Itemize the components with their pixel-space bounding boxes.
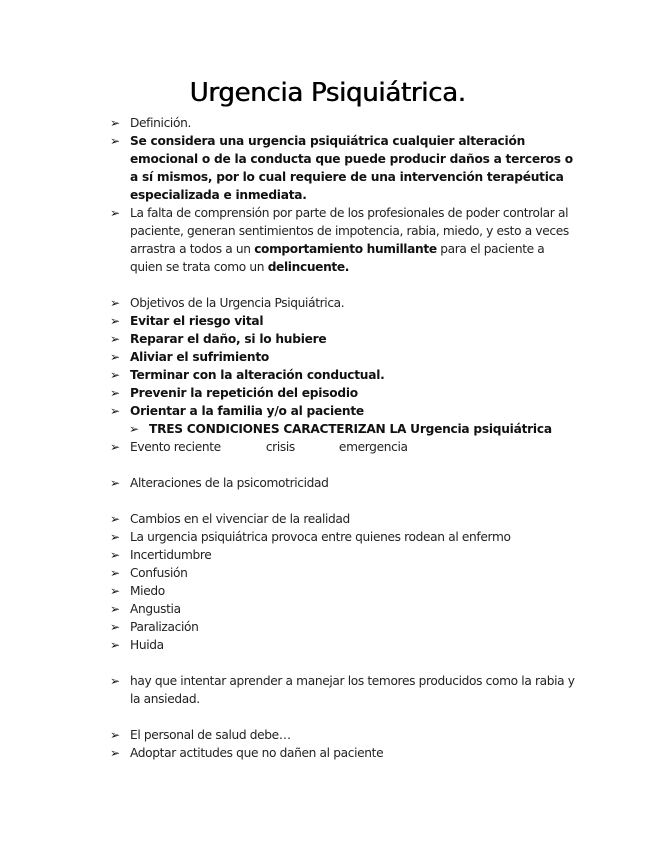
- list-item-reaccion: ➢ Angustia: [110, 602, 181, 616]
- list-item-falta: ➢ La falta de comprensión por parte de los profesionales de poder controlar al paciente, generan sentimientos de impotencia, rabia, miedo, y esto a veces arrastra a todos a un comportamiento humillante para el paciente a quien se trata como un delincuente.: [110, 206, 569, 274]
- arrowhead-bullet-icon: ➢: [110, 584, 120, 598]
- arrowhead-bullet-icon: ➢: [110, 332, 120, 346]
- arrowhead-bullet-icon: ➢: [110, 476, 120, 490]
- list-item-alteraciones: ➢ Alteraciones de la psicomotricidad: [110, 476, 329, 490]
- list-item-manejar: ➢ hay que intentar aprender a manejar los temores producidos como la rabia y la ansiedad.: [110, 674, 575, 706]
- list-item-tres-condiciones: ➢ TRES CONDICIONES CARACTERIZAN LA Urgencia psiquiátrica: [129, 422, 552, 436]
- list-item-objetivo: ➢ Terminar con la alteración conductual.: [110, 368, 385, 382]
- spacer: [110, 708, 575, 726]
- list-item-reaccion: ➢ Miedo: [110, 584, 165, 598]
- list-item-reaccion: ➢ Confusión: [110, 566, 188, 580]
- list-item-provoca: ➢ La urgencia psiquiátrica provoca entre quienes rodean al enfermo: [110, 530, 511, 544]
- list-item-actitudes: ➢ Adoptar actitudes que no dañen al paciente: [110, 746, 384, 760]
- arrowhead-bullet-icon: ➢: [110, 620, 120, 634]
- spacer: [110, 276, 575, 294]
- list-item-objetivo: ➢ Evitar el riesgo vital: [110, 314, 264, 328]
- bullet-list: [110, 114, 575, 762]
- list-item-objetivo: ➢ Reparar el daño, si lo hubiere: [110, 332, 327, 346]
- arrowhead-bullet-icon: ➢: [110, 566, 120, 580]
- list-item-definicion: ➢ Definición.: [110, 116, 191, 130]
- arrowhead-bullet-icon: ➢: [110, 638, 120, 652]
- list-item-cambios: ➢ Cambios en el vivenciar de la realidad: [110, 512, 350, 526]
- arrowhead-bullet-icon: ➢: [110, 134, 120, 148]
- arrowhead-bullet-icon: ➢: [110, 116, 120, 130]
- list-item-reaccion: ➢ Paralización: [110, 620, 199, 634]
- arrowhead-bullet-icon: ➢: [110, 368, 120, 382]
- list-item-objetivo: ➢ Prevenir la repetición del episodio: [110, 386, 358, 400]
- arrowhead-bullet-icon: ➢: [110, 440, 120, 454]
- list-item-objetivos-label: ➢ Objetivos de la Urgencia Psiquiátrica.: [110, 296, 345, 310]
- arrowhead-bullet-icon: ➢: [110, 296, 120, 310]
- arrowhead-bullet-icon: ➢: [110, 530, 120, 544]
- spacer: [110, 492, 575, 510]
- arrowhead-bullet-icon: ➢: [110, 512, 120, 526]
- spacer: [110, 654, 575, 672]
- arrowhead-bullet-icon: ➢: [110, 728, 120, 742]
- spacer: [110, 456, 575, 474]
- list-item-reaccion: ➢ Huida: [110, 638, 164, 652]
- list-item-definicion-text: ➢ Se considera una urgencia psiquiátrica cualquier alteración emocional o de la conducta que puede producir daños a terceros o a sí mismos, por lo cual requiere de una intervención terapéutica especializada e inmediata.: [110, 134, 573, 202]
- list-item-objetivo: ➢ Aliviar el sufrimiento: [110, 350, 270, 364]
- list-item-reaccion: ➢ Incertidumbre: [110, 548, 212, 562]
- arrowhead-bullet-icon: ➢: [129, 422, 139, 436]
- list-item-objetivo: ➢ Orientar a la familia y/o al paciente: [110, 404, 364, 418]
- list-item-personal: ➢ El personal de salud debe…: [110, 728, 291, 742]
- arrowhead-bullet-icon: ➢: [110, 350, 120, 364]
- arrowhead-bullet-icon: ➢: [110, 746, 120, 760]
- list-item-condiciones: ➢ Evento reciente crisis emergencia: [110, 440, 408, 454]
- arrowhead-bullet-icon: ➢: [110, 548, 120, 562]
- arrowhead-bullet-icon: ➢: [110, 602, 120, 616]
- arrowhead-bullet-icon: ➢: [110, 386, 120, 400]
- page-title: Urgencia Psiquiátrica.: [189, 78, 466, 108]
- arrowhead-bullet-icon: ➢: [110, 404, 120, 418]
- arrowhead-bullet-icon: ➢: [110, 674, 120, 688]
- arrowhead-bullet-icon: ➢: [110, 314, 120, 328]
- arrowhead-bullet-icon: ➢: [110, 206, 120, 220]
